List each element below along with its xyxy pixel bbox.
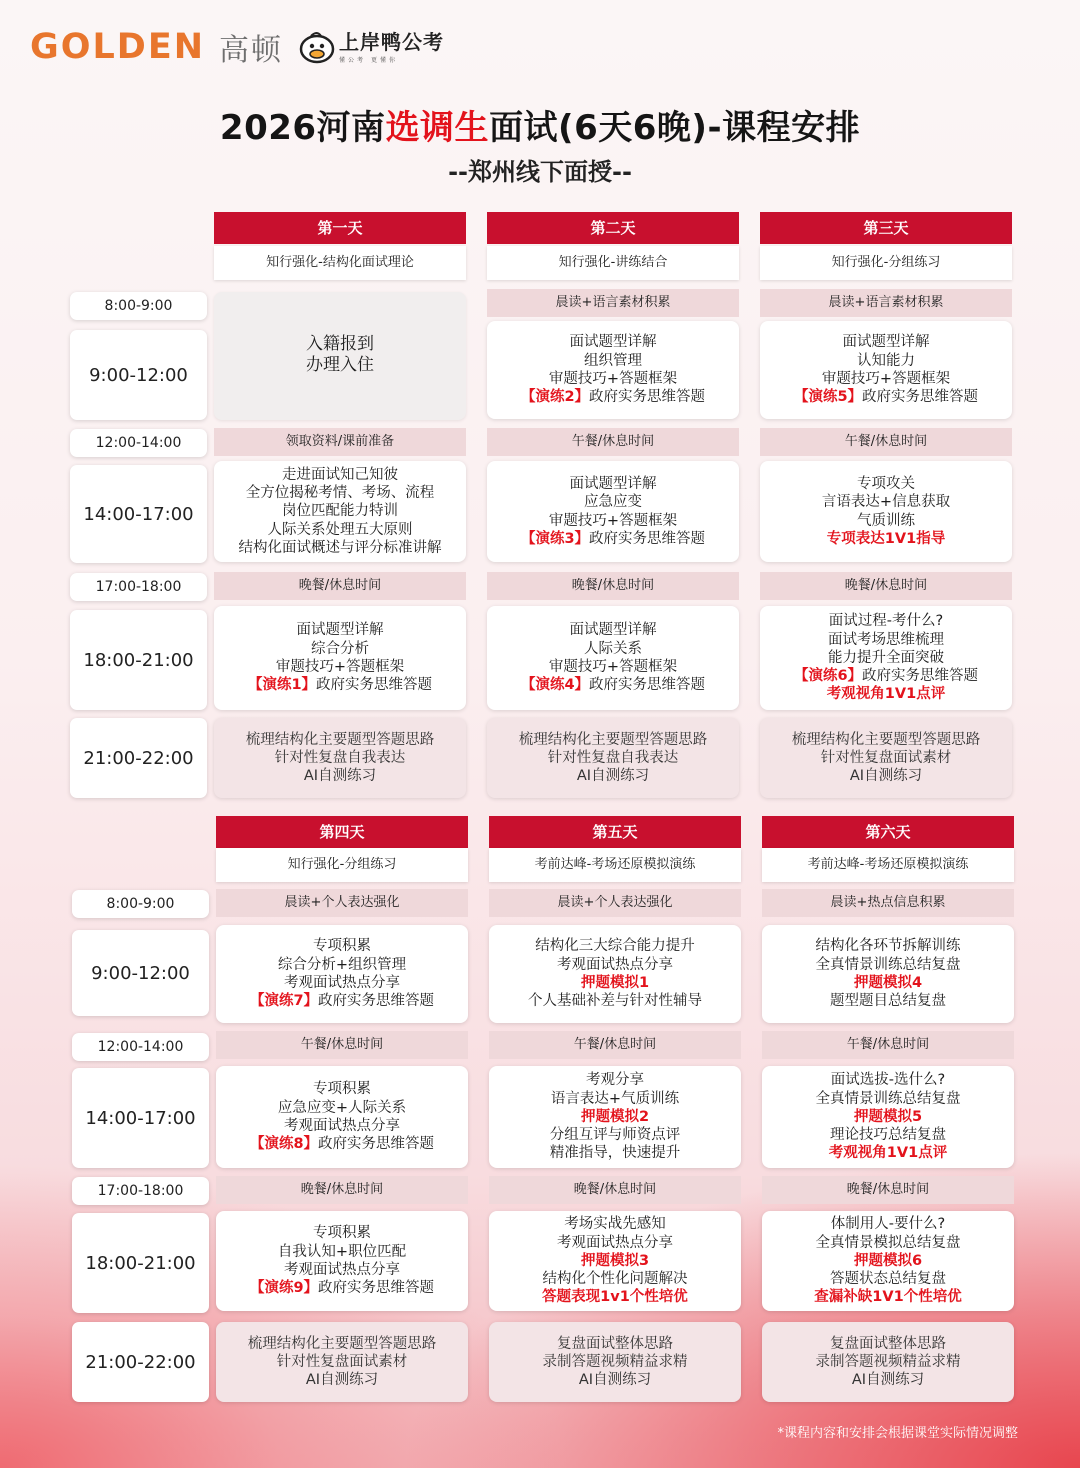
cell-line: 自我认知+职位匹配 (277, 1243, 407, 1260)
cell-line: 全方位揭秘考情、考场、流程 (245, 485, 435, 502)
day-theme: 知行强化-分组练习 (216, 848, 468, 882)
am-session-cell (762, 925, 1014, 1023)
cell-line (250, 1279, 434, 1297)
lunch-strip: 午餐/休息时间 (760, 428, 1012, 456)
time-slot-label: 17:00-18:00 (70, 573, 207, 601)
day-header: 第一天 (214, 212, 466, 244)
morning-strip: 晨读+个人表达强化 (216, 889, 468, 917)
cell-line: 精准指导，快速提升 (549, 1145, 681, 1162)
cell-line: 考场实战先感知 (564, 1216, 666, 1233)
cell-line: 考观分享 (586, 1072, 644, 1089)
cell-line: 组织管理 (584, 352, 642, 369)
cell-line: 分组互评与师资点评 (549, 1127, 681, 1144)
cell-line: 结构化面试概述与评分标准讲解 (238, 539, 442, 556)
eve-session-cell (216, 1211, 468, 1311)
logo-bar (30, 26, 444, 68)
night-session-cell (216, 1322, 468, 1402)
highlight-text: 【演练5】 (793, 389, 863, 406)
title-pre: 2026河南 (219, 108, 386, 148)
cell-line: AI自测练习 (849, 768, 923, 785)
cell-line (827, 685, 945, 703)
eve-session-cell (489, 1211, 741, 1311)
time-slot-label: 8:00-9:00 (72, 890, 209, 918)
cell-line (854, 1108, 922, 1126)
cell-line (581, 974, 649, 992)
cell-line: 言语表达+信息获取 (821, 494, 951, 511)
cell-line: 综合分析+组织管理 (277, 956, 407, 973)
cell-line (521, 676, 705, 694)
pm-session-cell (487, 461, 739, 562)
highlight-text: 【演练1】 (247, 677, 317, 694)
cell-text: 政府实务思维答题 (589, 389, 706, 406)
cell-line (521, 530, 705, 548)
duck-brand-slogan: 懂公考 更懂你 (339, 56, 398, 64)
cell-line: 梳理结构化主要题型答题思路 (245, 731, 435, 748)
cell-line: 理论技巧总结复盘 (830, 1127, 946, 1144)
highlight-text: 押题模拟1 (580, 975, 650, 991)
cell-line (581, 1108, 649, 1126)
day-header: 第二天 (487, 212, 739, 244)
cell-line: 专项积累 (313, 1225, 371, 1242)
eve-session-cell (214, 606, 466, 710)
dinner-strip: 晚餐/休息时间 (487, 572, 739, 600)
cell-text: 政府实务思维答题 (862, 389, 979, 406)
am-session-cell (489, 925, 741, 1023)
cell-line (521, 388, 705, 406)
cell-line: 面试题型详解 (569, 475, 657, 492)
cell-line: 面试题型详解 (569, 334, 657, 351)
cell-line: 针对性复盘自我表达 (274, 749, 406, 766)
title-post: 面试(6天6晚)-课程安排 (489, 108, 861, 148)
highlight-text: 答题表现1v1个性培优 (542, 1289, 688, 1306)
cell-line: 针对性复盘自我表达 (547, 749, 679, 766)
time-slot-label: 18:00-21:00 (70, 610, 207, 710)
highlight-text: 考观视角1V1点评 (826, 686, 946, 703)
cell-line: 应急应变 (584, 494, 642, 511)
cell-text: 政府实务思维答题 (318, 1280, 435, 1297)
cell-line: AI自测练习 (851, 1372, 925, 1389)
cell-line: 岗位匹配能力特训 (282, 503, 398, 520)
highlight-text: 专项表达1V1指导 (826, 530, 946, 547)
cell-line: 考观面试热点分享 (284, 975, 400, 991)
cell-line: 结构化三大综合能力提升 (535, 938, 695, 955)
cell-line: 题型题目总结复盘 (830, 993, 946, 1010)
cell-text: 政府实务思维答题 (589, 677, 706, 694)
am-session-cell (487, 321, 739, 419)
registration-cell (214, 292, 466, 420)
cell-line: 认知能力 (857, 352, 915, 369)
dinner-strip: 晚餐/休息时间 (762, 1176, 1014, 1204)
day-theme: 知行强化-分组练习 (760, 246, 1012, 280)
cell-line: 全真情景训练总结复盘 (815, 1090, 961, 1107)
cell-line: 审题技巧+答题框架 (275, 659, 405, 675)
golden-logo: GOLDEN (30, 27, 206, 67)
highlight-text: 【演练4】 (520, 677, 590, 694)
cell-line: 综合分析 (311, 640, 369, 657)
cell-line: 应急应变+人际关系 (277, 1099, 407, 1116)
cell-text: 政府实务思维答题 (589, 530, 706, 547)
cell-line (794, 388, 978, 406)
night-session-cell (489, 1322, 741, 1402)
day-theme: 知行强化-讲练结合 (487, 246, 739, 280)
dinner-strip: 晚餐/休息时间 (489, 1176, 741, 1204)
cell-line (794, 667, 978, 685)
cell-line: 人际关系 (584, 640, 642, 657)
cell-line: 专项攻关 (857, 475, 915, 492)
lunch-strip: 午餐/休息时间 (489, 1031, 741, 1059)
highlight-text: 【演练8】 (249, 1136, 319, 1153)
lunch-strip: 领取资料/课前准备 (214, 428, 466, 456)
morning-strip: 晨读+热点信息积累 (762, 889, 1014, 917)
highlight-text: 押题模拟3 (580, 1252, 650, 1269)
time-slot-label: 21:00-22:00 (70, 718, 207, 798)
cell-line: 考观面试热点分享 (284, 1262, 400, 1278)
dinner-strip: 晚餐/休息时间 (214, 572, 466, 600)
cell-line (250, 1135, 434, 1153)
cell-line: 面试过程-考什么? (828, 613, 944, 630)
pm-session-cell (489, 1066, 741, 1168)
eve-session-cell (762, 1211, 1014, 1311)
cell-line: 专项积累 (313, 938, 371, 955)
cell-line: 审题技巧+答题框架 (548, 512, 678, 529)
cell-text: 政府实务思维答题 (318, 993, 435, 1010)
cell-line: 面试题型详解 (569, 622, 657, 639)
cell-line: 考观面试热点分享 (284, 1118, 400, 1134)
highlight-text: 押题模拟4 (853, 975, 923, 991)
cell-line: 审题技巧+答题框架 (821, 371, 951, 387)
cell-line (827, 530, 945, 548)
lunch-strip: 午餐/休息时间 (762, 1031, 1014, 1059)
cell-line: 气质训练 (857, 512, 915, 529)
cell-line: 面试题型详解 (296, 622, 384, 639)
cell-line: 面试考场思维梳理 (828, 631, 944, 648)
cell-line: 走进面试知己知彼 (282, 466, 398, 483)
cell-line: 针对性复盘面试素材 (276, 1353, 408, 1370)
morning-strip: 晨读+语言素材积累 (487, 289, 739, 317)
time-slot-label: 17:00-18:00 (72, 1177, 209, 1205)
footnote: *课程内容和安排会根据课堂实际情况调整 (777, 1426, 1018, 1441)
cell-line: 考观面试热点分享 (557, 1234, 673, 1251)
highlight-text: 押题模拟5 (853, 1108, 923, 1125)
cell-line: 复盘面试整体思路 (557, 1335, 673, 1352)
night-session-cell (762, 1322, 1014, 1402)
day-theme: 知行强化-结构化面试理论 (214, 246, 466, 280)
cell-line: 语言表达+气质训练 (550, 1090, 680, 1107)
highlight-text: 【演练7】 (249, 993, 319, 1010)
day-header: 第六天 (762, 816, 1014, 848)
day-header: 第五天 (489, 816, 741, 848)
cell-line (854, 1252, 922, 1270)
cell-line: 梳理结构化主要题型答题思路 (791, 731, 981, 748)
cell-line: 结构化个性化问题解决 (542, 1271, 688, 1288)
cell-line: 能力提升全面突破 (828, 649, 944, 666)
highlight-text: 押题模拟6 (853, 1252, 923, 1269)
cell-line: 入籍报到 (306, 334, 374, 354)
cell-line (248, 676, 432, 694)
pm-session-cell (762, 1066, 1014, 1168)
highlight-text: 【演练2】 (520, 389, 590, 406)
time-slot-label: 14:00-17:00 (72, 1068, 209, 1168)
night-session-cell (487, 718, 739, 798)
cell-line: 专项积累 (313, 1081, 371, 1098)
day-theme: 考前达峰-考场还原模拟演练 (762, 848, 1014, 882)
cell-line: 答题状态总结复盘 (830, 1271, 946, 1288)
lunch-strip: 午餐/休息时间 (487, 428, 739, 456)
highlight-text: 考观视角1V1点评 (828, 1145, 948, 1162)
page-title (0, 100, 1080, 149)
night-session-cell (760, 718, 1012, 798)
cell-line: 梳理结构化主要题型答题思路 (247, 1335, 437, 1352)
cell-line: 针对性复盘面试素材 (820, 749, 952, 766)
cell-line: 复盘面试整体思路 (830, 1335, 946, 1352)
day-header: 第三天 (760, 212, 1012, 244)
highlight-text: 查漏补缺1V1个性培优 (814, 1289, 962, 1306)
cell-text: 政府实务思维答题 (318, 1136, 435, 1153)
highlight-text: 【演练9】 (249, 1280, 319, 1297)
day-theme: 考前达峰-考场还原模拟演练 (489, 848, 741, 882)
cell-line: 考观面试热点分享 (557, 956, 673, 973)
cell-line: 办理入住 (306, 355, 374, 375)
cell-line: 梳理结构化主要题型答题思路 (518, 731, 708, 748)
cell-line: 体制用人-要什么? (830, 1216, 946, 1233)
cell-line: 录制答题视频精益求精 (815, 1353, 961, 1370)
eve-session-cell (760, 606, 1012, 710)
duck-logo-icon (297, 27, 337, 67)
cell-line: 录制答题视频精益求精 (542, 1353, 688, 1370)
cell-line: 结构化各环节拆解训练 (815, 938, 961, 955)
am-session-cell (760, 321, 1012, 419)
cell-line (250, 992, 434, 1010)
cell-line: 审题技巧+答题框架 (548, 659, 678, 675)
page-subtitle: --郑州线下面授-- (448, 158, 632, 186)
time-slot-label: 21:00-22:00 (72, 1322, 209, 1402)
pm-session-cell (214, 461, 466, 562)
title-highlight: 选调生 (385, 108, 490, 148)
cell-line: AI自测练习 (303, 768, 377, 785)
highlight-text: 【演练3】 (520, 530, 590, 547)
morning-strip: 晨读+个人表达强化 (489, 889, 741, 917)
cell-line: 人际关系处理五大原则 (267, 521, 413, 538)
cell-line: 全真情景模拟总结复盘 (815, 1234, 961, 1251)
am-session-cell (216, 925, 468, 1023)
cell-line: 全真情景训练总结复盘 (815, 956, 961, 973)
cell-line: 个人基础补差与针对性辅导 (528, 993, 702, 1010)
day-header: 第四天 (216, 816, 468, 848)
time-slot-label: 8:00-9:00 (70, 292, 207, 320)
time-slot-label: 14:00-17:00 (70, 465, 207, 563)
time-slot-label: 12:00-14:00 (72, 1033, 209, 1061)
pm-session-cell (760, 461, 1012, 562)
time-slot-label: 18:00-21:00 (72, 1213, 209, 1313)
time-slot-label: 12:00-14:00 (70, 429, 207, 457)
cell-text: 政府实务思维答题 (862, 668, 979, 685)
highlight-text: 【演练6】 (793, 668, 863, 685)
cell-line: AI自测练习 (578, 1372, 652, 1389)
cell-line (581, 1252, 649, 1270)
cell-text: 政府实务思维答题 (316, 677, 433, 694)
cell-line (829, 1144, 947, 1162)
gaodun-logo-text: 高顿 (219, 33, 284, 68)
cell-line: 审题技巧+答题框架 (548, 371, 678, 387)
highlight-text: 押题模拟2 (580, 1108, 650, 1125)
night-session-cell (214, 718, 466, 798)
time-slot-label: 9:00-12:00 (72, 930, 209, 1016)
eve-session-cell (487, 606, 739, 710)
pm-session-cell (216, 1066, 468, 1168)
cell-line: 面试题型详解 (842, 334, 930, 351)
cell-line: AI自测练习 (305, 1372, 379, 1389)
dinner-strip: 晚餐/休息时间 (216, 1176, 468, 1204)
morning-strip: 晨读+语言素材积累 (760, 289, 1012, 317)
cell-line (814, 1288, 961, 1306)
time-slot-label: 9:00-12:00 (70, 330, 207, 420)
cell-line: AI自测练习 (576, 768, 650, 785)
cell-line: 面试选拔-选什么? (830, 1072, 946, 1089)
dinner-strip: 晚餐/休息时间 (760, 572, 1012, 600)
duck-brand-name: 上岸鸭公考 (339, 29, 445, 54)
cell-line (854, 974, 922, 992)
lunch-strip: 午餐/休息时间 (216, 1031, 468, 1059)
cell-line (542, 1288, 688, 1306)
